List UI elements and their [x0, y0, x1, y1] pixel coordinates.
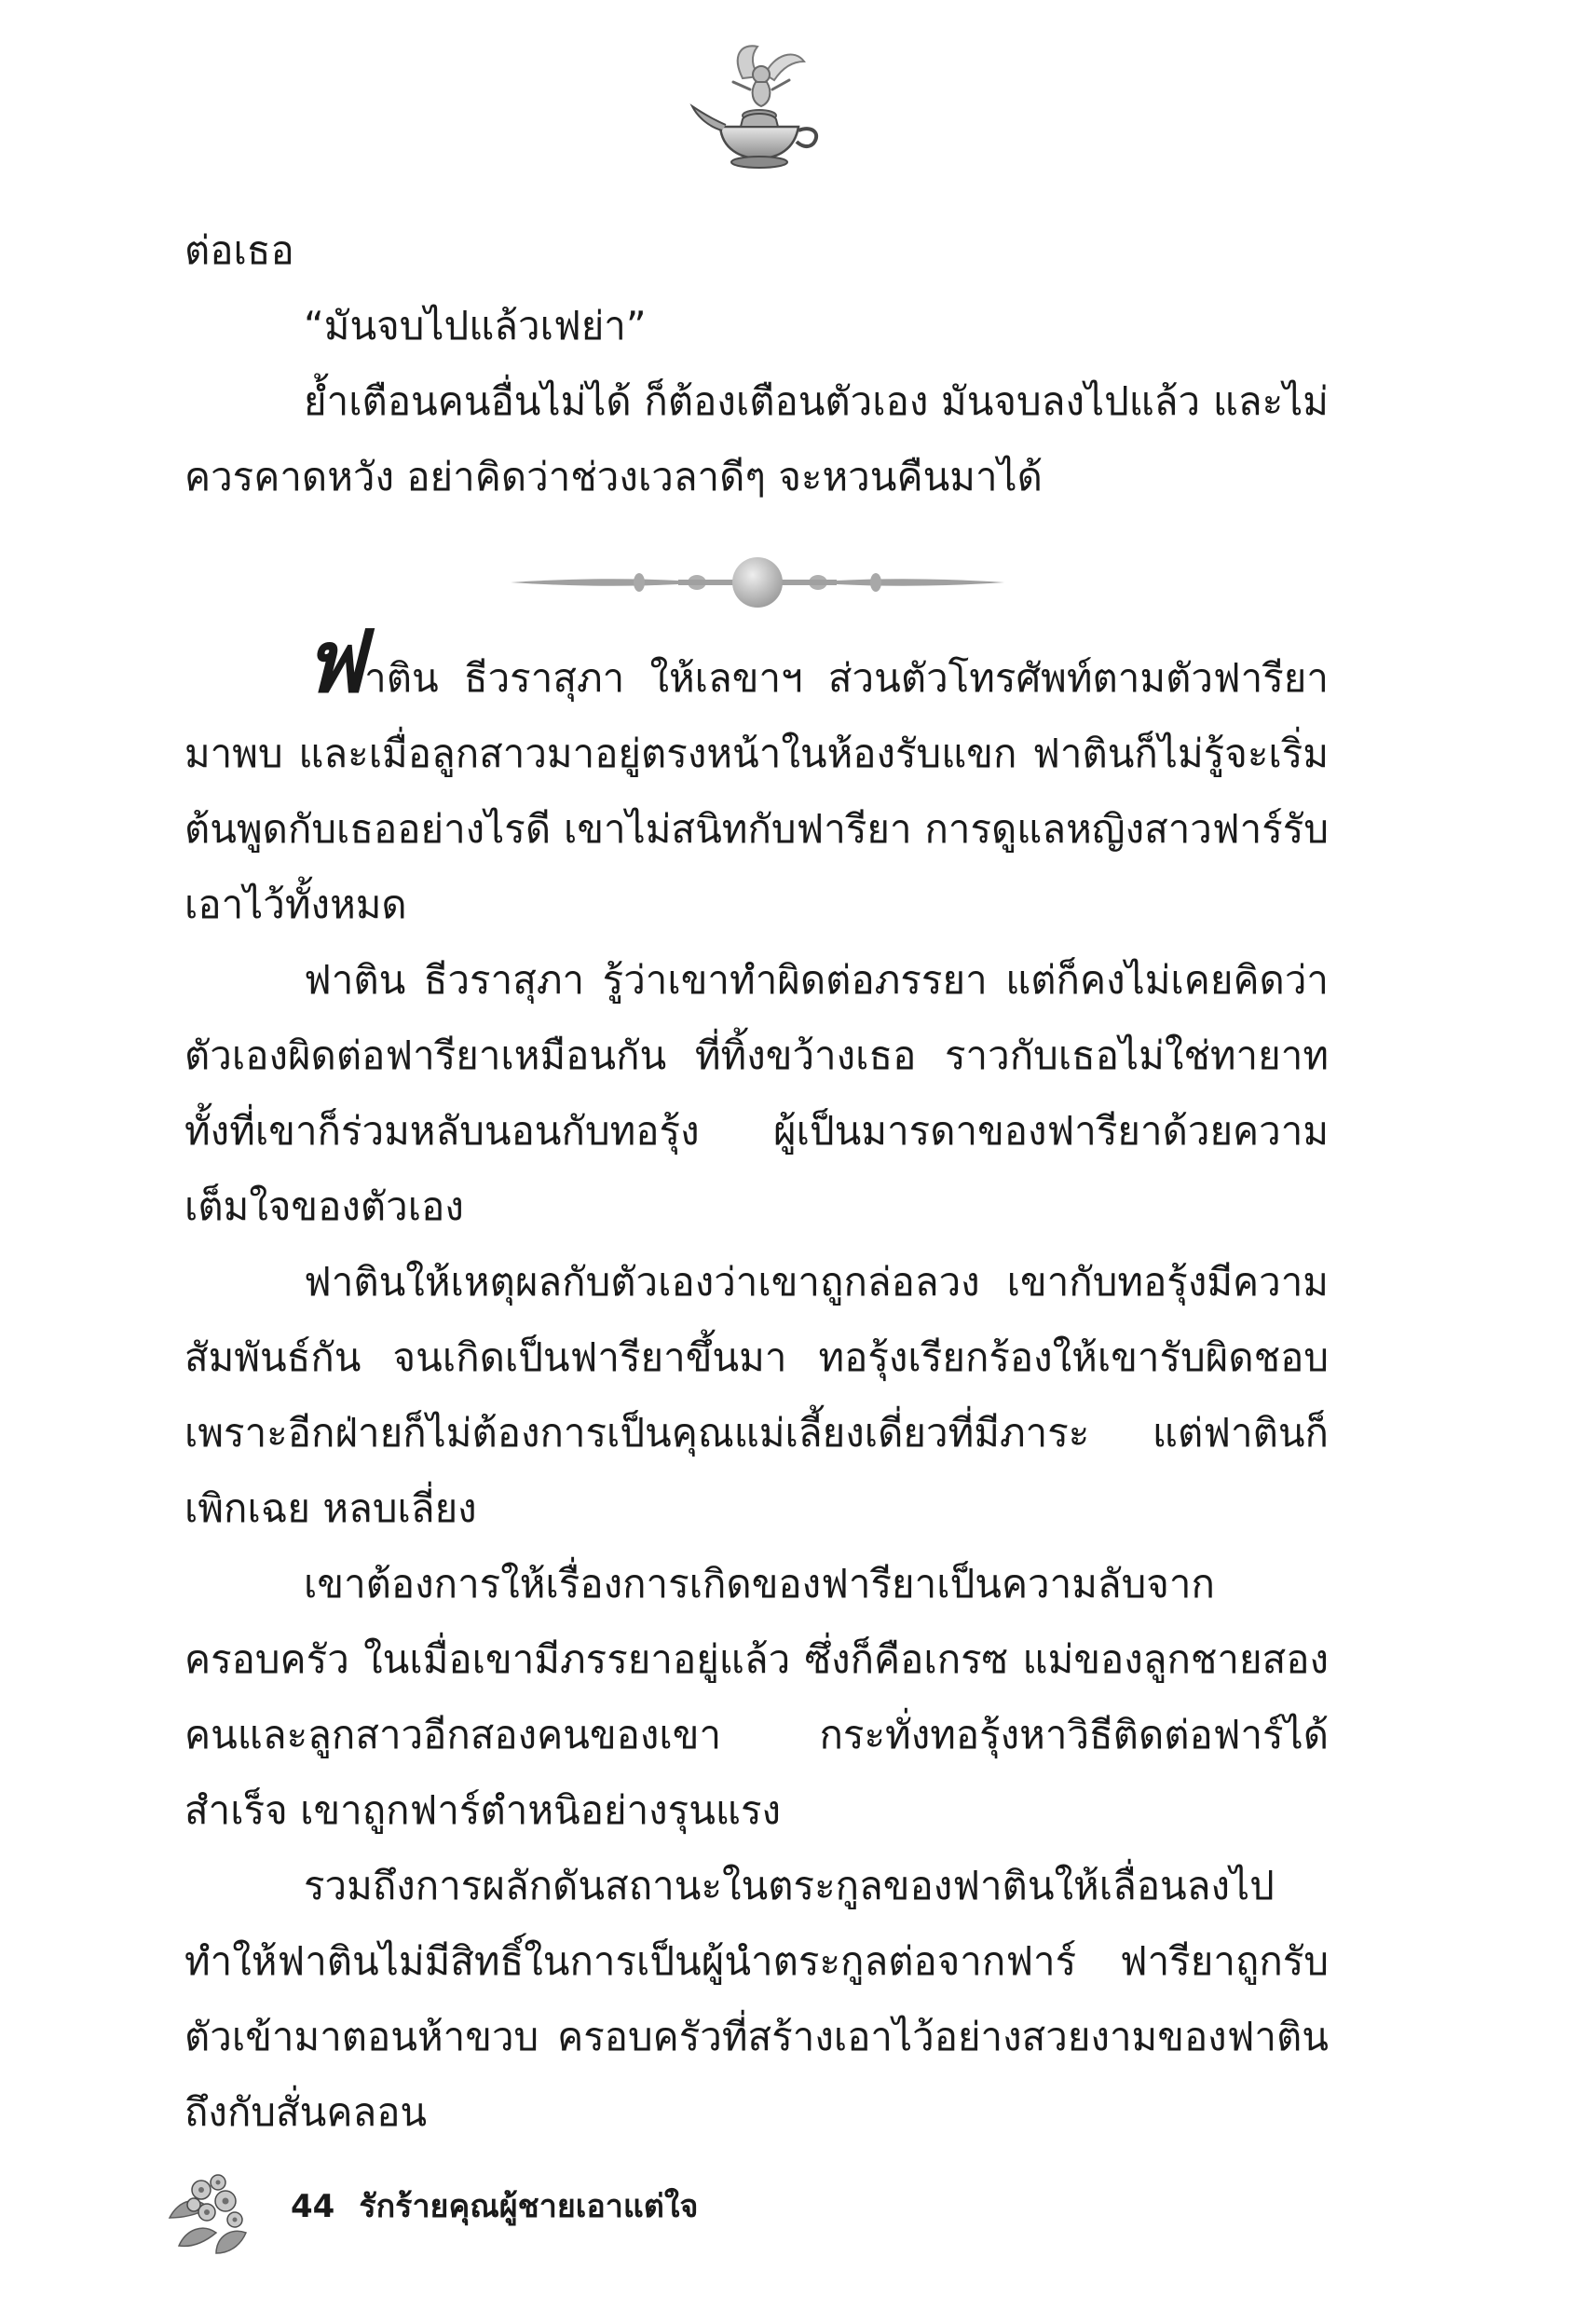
paragraph: รวมถึงการผลักดันสถานะในตระกูลของฟาตินให้เลื่อนลงไป ทำให้ฟาตินไม่มีสิทธิ์ในการเป็นผู้นำตระกูลต่อจากฟาร์ ฟารียาถูกรับตัวเข้ามาตอนห้าขวบ ครอบครัวที่สร้างเอาไว้อย่างสวยงามของฟาตินถึงกับสั่นคลอน [184, 1863, 1329, 2135]
page-number: 44 [291, 2188, 335, 2225]
paragraph-opening-text: าติน ธีวราสุภา ให้เลขาฯ ส่วนตัวโทรศัพท์ตามตัวฟารียามาพบ และเมื่อลูกสาวมาอยู่ตรงหน้าในห้องรับแขก ฟาตินก็ไม่รู้จะเริ่มต้นพูดกับเธออย่างไรดี เขาไม่สนิทกับฟารียา การดูแลหญิงสาวฟาร์รับเอาไว้ทั้งหมด [184, 655, 1329, 927]
paragraph-quote: “มันจบไปแล้วเฟย่า” [304, 303, 647, 349]
paragraph-opening [184, 611, 1329, 942]
book-title: รักร้ายคุณผู้ชายเอาแต่ใจ [359, 2188, 699, 2225]
paragraph: ย้ำเตือนคนอื่นไม่ได้ ก็ต้องเตือนตัวเอง มันจบลงไปแล้ว และไม่ควรคาดหวัง อย่าคิดว่าช่วงเวลาดีๆ จะหวนคืนมาได้ [184, 378, 1329, 499]
flower-bouquet-icon [160, 2162, 263, 2264]
text-block-top [184, 212, 1329, 514]
paragraph: ฟาตินให้เหตุผลกับตัวเองว่าเขาถูกล่อลวง เขากับทอรุ้งมีความสัมพันธ์กัน จนเกิดเป็นฟารียาขึ้นมา ทอรุ้งเรียกร้องให้เขารับผิดชอบ เพราะอีกฝ่ายก็ไม่ต้องการเป็นคุณแม่เลี้ยงเดี่ยวที่มีภาระ แต่ฟาตินก็เพิกเฉย หลบเลี่ยง [184, 1259, 1329, 1531]
cupid-lamp-icon [685, 37, 834, 177]
page-footer [291, 2181, 698, 2231]
paragraph: ฟาติน ธีวราสุภา รู้ว่าเขาทำผิดต่อภรรยา แต่ก็คงไม่เคยคิดว่าตัวเองผิดต่อฟารียาเหมือนกัน ที่ทิ้งขว้างเธอ ราวกับเธอไม่ใช่ทายาท ทั้งที่เขาก็ร่วมหลับนอนกับทอรุ้ง ผู้เป็นมารดาของฟารียาด้วยความเต็มใจของตัวเอง [184, 957, 1329, 1229]
drop-cap: ฟ [304, 611, 365, 712]
section-divider [511, 550, 1004, 615]
text-block-main [184, 611, 1329, 2150]
paragraph: เขาต้องการให้เรื่องการเกิดของฟารียาเป็นความลับจากครอบครัว ในเมื่อเขามีภรรยาอยู่แล้ว ซึ่งก็คือเกรซ แม่ของลูกชายสองคนและลูกสาวอีกสองคนของเขา กระทั่งทอรุ้งหาวิธีติดต่อฟาร์ได้สำเร็จ เขาถูกฟาร์ตำหนิอย่างรุนแรง [184, 1561, 1329, 1833]
paragraph-continuation: ต่อเธอ [184, 227, 294, 273]
